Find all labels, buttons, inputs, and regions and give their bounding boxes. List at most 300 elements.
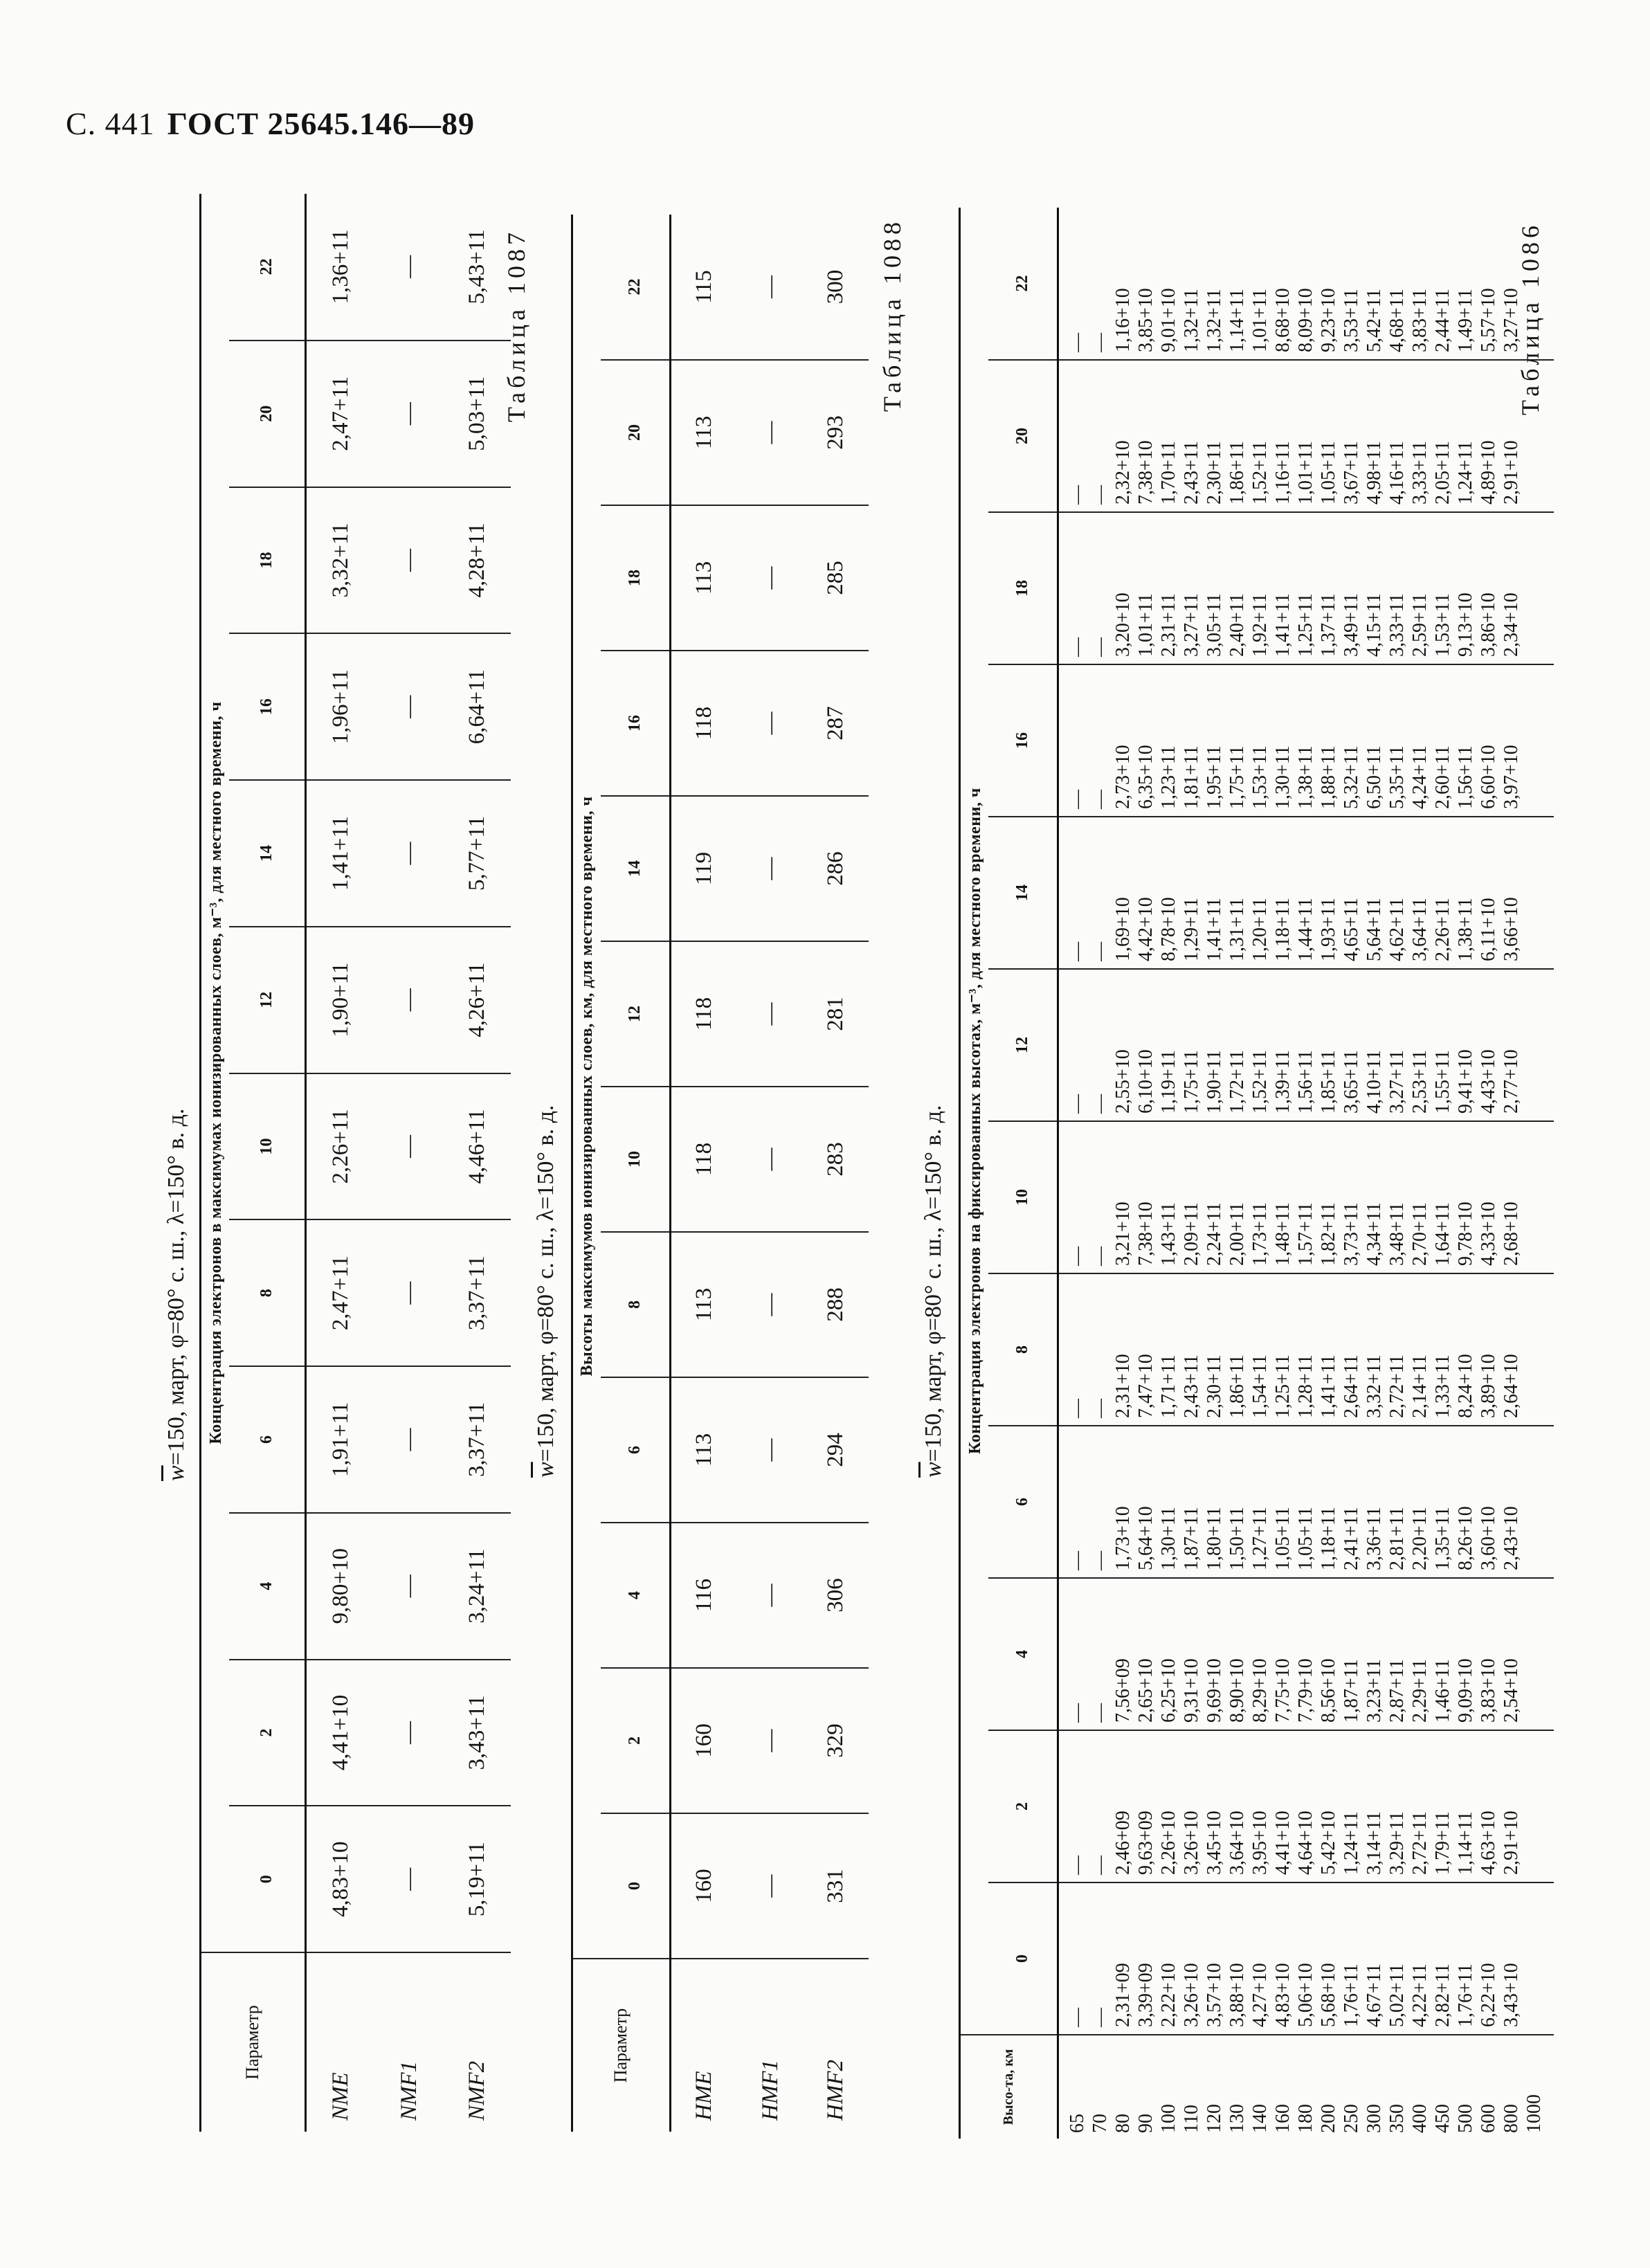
value-cell: 283 [804,1087,869,1232]
value-cell: 2,00+11 [1226,1202,1248,1266]
value-cell: 1,16+11 [1271,441,1294,505]
value-cell: 2,77+10 [1500,1049,1522,1114]
value-cell: 4,15+11 [1363,593,1385,657]
value-cell: 1,43+11 [1157,1202,1179,1266]
table-1087 [571,215,869,2132]
height-value: 180 [1294,2104,1316,2133]
hour-header: 8 [988,1273,1058,1426]
value-cell: 1,16+10 [1112,288,1134,352]
value-cell: 1,57+11 [1294,1202,1316,1266]
value-cell: 7,47+10 [1134,1354,1157,1418]
value-cell: 8,24+10 [1454,1354,1476,1418]
value-cell: 4,26+11 [443,927,511,1073]
value-cell: 116 [670,1523,738,1668]
value-cell: — [738,1523,803,1668]
value-cell: 1,56+11 [1454,745,1476,809]
hour-header: 0 [988,1883,1058,2035]
value-cell: 9,78+10 [1454,1201,1476,1266]
value-cell: — [376,1073,444,1220]
value-cell: — [1089,1094,1111,1114]
hour-header: 18 [988,512,1058,664]
value-cell: 6,22+10 [1477,1963,1499,2027]
table-row [738,215,803,2132]
value-cell: — [1089,1856,1111,1875]
value-cell: 3,32+11 [305,487,376,634]
height-value: 1000 [1523,2094,1545,2133]
value-cell: 3,85+10 [1134,288,1157,352]
value-cell: 2,54+10 [1500,1658,1522,1723]
value-cell: 2,72+11 [1386,1354,1408,1418]
value-cell: — [738,1232,803,1377]
value-cell: 4,46+11 [443,1073,511,1220]
table-row [670,215,738,2132]
page-header [66,105,475,142]
values-col [1058,1578,1554,1730]
value-cell: 1,81+11 [1180,745,1202,809]
value-cell: 3,43+10 [1500,1963,1522,2027]
value-cell: 113 [670,1377,738,1523]
value-cell: 9,13+10 [1454,592,1476,657]
table-1087-grid [571,215,869,2132]
value-cell: 2,26+11 [305,1073,376,1220]
value-cell: 1,32+11 [1203,289,1225,352]
hour-header: 2 [229,1660,305,1806]
value-cell: — [396,255,421,278]
value-cell: — [376,341,444,487]
value-cell: 1,92+11 [1249,593,1271,657]
table-1087-condition: $\overline{w}=150$, март, φ=80° с. ш., λ=150° в. д. [533,1105,559,1478]
value-cell: 8,29+10 [1249,1658,1271,1723]
value-cell: 4,10+11 [1363,1050,1385,1114]
value-cell: 1,76+11 [1454,1963,1476,2027]
value-cell: 1,20+11 [1249,898,1271,961]
table-1088-condition: $\overline{w}=150$, март, φ=80° с. ш., λ=150° в. д. [921,1105,946,1478]
value-cell: 1,82+11 [1317,1202,1339,1266]
hour-header: 4 [601,1523,670,1668]
value-cell: 1,01+11 [1134,593,1157,657]
value-cell: 2,31+11 [1157,593,1179,657]
param-header: Параметр [572,1959,671,2132]
value-cell: 3,14+11 [1363,1811,1385,1875]
value-cell: — [376,1806,444,1952]
value-cell: — [376,780,444,927]
param-name: HMF2 [804,1959,869,2132]
table-1086-subtitle: Концентрация электронов в максимумах ионизированных слоев, м⁻³, для местного времени, ч [206,701,225,1444]
value-cell: 1,30+11 [1157,1507,1179,1570]
value-cell: 1,33+11 [1431,1354,1453,1418]
value-cell: 3,53+11 [1340,289,1362,352]
value-cell: — [738,360,803,505]
value-cell: 2,53+11 [1408,1050,1431,1114]
value-cell: — [1089,942,1111,961]
column-values [1066,970,1523,1121]
value-cell: 113 [670,1232,738,1377]
value-cell: 2,91+10 [1500,1811,1522,1875]
height-value: 800 [1500,2104,1522,2133]
value-cell: 7,75+10 [1271,1658,1294,1723]
value-cell: 118 [670,1087,738,1232]
value-cell: 4,41+10 [305,1660,376,1806]
value-cell: 2,55+10 [1112,1049,1134,1114]
value-cell: 4,65+11 [1340,898,1362,961]
hour-header: 10 [601,1087,670,1232]
table-1088 [959,208,1554,2139]
value-cell: 1,96+11 [305,633,376,780]
value-cell: 2,43+11 [1180,441,1202,505]
value-cell: 1,85+11 [1317,1050,1339,1114]
hour-header: 16 [988,664,1058,817]
height-value: 130 [1226,2104,1248,2133]
value-cell: 5,43+11 [464,229,489,305]
value-cell: 2,81+11 [1386,1507,1408,1570]
table-1088-subtitle: Концентрация электронов на фиксированных высотах, м⁻³, для местного времени, ч [965,788,984,1454]
value-cell: 1,38+11 [1454,898,1476,961]
table-1086-grid [199,194,511,2132]
value-cell: 1,31+11 [1226,898,1248,961]
hour-header: 16 [601,651,670,796]
value-cell: 2,73+10 [1112,745,1134,809]
value-cell: 2,47+11 [305,341,376,487]
value-cell: 3,64+11 [1408,898,1431,961]
value-cell: 1,70+11 [1157,441,1179,505]
values-col [1058,1121,1554,1273]
height-value: 160 [1271,2104,1294,2133]
value-cell: 1,41+11 [1271,593,1294,657]
column-values [1066,361,1523,511]
table-1088-title: Таблица 1088 [878,218,906,412]
value-cell: 285 [804,505,869,651]
value-cell: 160 [670,1813,738,1959]
height-value: 65 [1066,2114,1088,2133]
value-cell: 2,91+10 [1500,440,1522,505]
value-cell: — [1066,1246,1088,1266]
height-value: 300 [1363,2104,1385,2133]
hour-header: 20 [601,360,670,505]
heights-list [1066,2035,1545,2139]
value-cell: 7,79+10 [1294,1658,1316,1723]
value-cell: 1,90+11 [1203,1050,1225,1114]
value-cell: 1,37+11 [1317,593,1339,657]
value-cell: 2,29+11 [1408,1659,1431,1723]
value-cell: — [738,505,803,651]
value-cell: 3,37+11 [443,1366,511,1513]
hour-header: 12 [601,941,670,1087]
value-cell: 160 [670,1668,738,1813]
height-value: 400 [1408,2104,1431,2133]
value-cell: 1,72+11 [1226,1050,1248,1114]
value-cell: — [376,1219,444,1366]
value-cell: 3,20+10 [1112,592,1134,657]
table-row [305,194,376,2132]
hour-header: 2 [601,1668,670,1813]
value-cell: 4,63+10 [1477,1811,1499,1875]
value-cell: — [1066,1856,1088,1875]
value-cell: 9,80+10 [305,1513,376,1660]
value-cell: 1,80+11 [1203,1507,1225,1570]
hour-header: 6 [229,1366,305,1513]
value-cell: 1,25+11 [1294,593,1316,657]
hour-header: 18 [229,487,305,634]
hour-header: 22 [1013,275,1031,292]
value-cell: 2,68+10 [1500,1201,1522,1266]
value-cell: 1,53+11 [1431,593,1453,657]
values-col [1058,1883,1554,2035]
value-cell: 1,52+11 [1249,1050,1271,1114]
value-cell: 2,41+11 [1340,1507,1362,1570]
value-cell: 7,38+10 [1134,1201,1157,1266]
value-cell: 4,27+10 [1249,1963,1271,2027]
hour-header: 14 [601,796,670,941]
value-cell: 1,73+10 [1112,1506,1134,1570]
value-cell: 1,29+11 [1180,898,1202,961]
value-cell: 9,63+09 [1134,1811,1157,1875]
value-cell: 2,30+11 [1203,441,1225,505]
table-1087-title: Таблица 1087 [502,228,530,422]
value-cell: 2,26+11 [1431,898,1453,961]
value-cell: 6,10+10 [1134,1049,1157,1114]
value-cell: 1,18+11 [1317,1507,1339,1570]
value-cell: 4,42+10 [1134,897,1157,961]
value-cell: 9,41+10 [1454,1049,1476,1114]
value-cell: 1,88+11 [1317,745,1339,809]
value-cell: — [738,1087,803,1232]
value-cell: 118 [670,651,738,796]
hour-header: 12 [229,927,305,1073]
value-cell: — [738,1377,803,1523]
value-cell: — [1066,790,1088,809]
height-value: 80 [1112,2114,1134,2133]
param-name: NMF2 [443,1952,511,2132]
value-cell: 7,56+09 [1112,1658,1134,1723]
value-cell: — [376,1513,444,1660]
value-cell: 6,11+10 [1477,898,1499,961]
value-cell: 8,78+10 [1157,897,1179,961]
value-cell: 8,09+10 [1294,288,1316,352]
value-cell: 118 [670,941,738,1087]
value-cell: — [738,1813,803,1959]
value-cell: 1,49+11 [1454,289,1476,352]
value-cell: 3,45+10 [1203,1811,1225,1875]
value-cell: 1,25+11 [1271,1354,1294,1418]
value-cell: 9,09+10 [1454,1658,1476,1723]
value-cell: 3,23+11 [1363,1659,1385,1723]
value-cell: 4,43+10 [1477,1049,1499,1114]
value-cell: 4,83+10 [1271,1963,1294,2027]
height-value: 600 [1477,2104,1499,2133]
value-cell: 306 [804,1523,869,1668]
value-cell: 4,68+11 [1386,289,1408,352]
value-cell: 1,19+11 [1157,1050,1179,1114]
value-cell: 2,59+11 [1408,593,1431,657]
value-cell: 5,42+11 [1363,289,1385,352]
hour-header: 12 [988,969,1058,1121]
value-cell: — [1066,1703,1088,1723]
value-cell: 2,47+11 [305,1219,376,1366]
value-cell: 1,79+11 [1431,1811,1453,1875]
value-cell: 1,76+11 [1340,1963,1362,2027]
values-col [1058,1426,1554,1578]
column-values [1066,817,1523,968]
value-cell: — [1089,790,1111,809]
value-cell: 1,93+11 [1317,898,1339,961]
value-cell: 1,90+11 [305,927,376,1073]
column-values [1066,1883,1523,2034]
value-cell: — [1066,942,1088,961]
height-value: 200 [1317,2104,1339,2133]
value-cell: 1,27+11 [1249,1507,1271,1570]
value-cell: 1,32+11 [1180,289,1202,352]
column-values [1066,1426,1523,1577]
value-cell: 4,67+11 [1363,1963,1385,2027]
param-name: NME [305,1952,376,2132]
value-cell: — [376,927,444,1073]
value-cell: 2,31+10 [1112,1354,1134,1418]
value-cell: — [1089,1703,1111,1723]
value-cell: — [1089,1246,1111,1266]
value-cell: 3,27+11 [1180,593,1202,657]
value-cell: — [738,651,803,796]
table-row [376,194,444,2132]
value-cell: 1,41+11 [1203,898,1225,961]
value-cell: 5,03+11 [443,341,511,487]
value-cell: 1,39+11 [1271,1050,1294,1114]
value-cell: 1,95+11 [1203,745,1225,809]
value-cell: 5,57+10 [1477,288,1499,352]
value-cell: — [376,633,444,780]
value-cell: — [1066,2008,1088,2027]
value-cell: 3,43+11 [443,1660,511,1806]
value-cell: 294 [804,1377,869,1523]
value-cell: 3,05+11 [1203,593,1225,657]
hour-header: 14 [988,817,1058,969]
value-cell: 293 [804,360,869,505]
value-cell: 1,46+11 [1431,1659,1453,1723]
value-cell: 2,24+11 [1203,1202,1225,1266]
hour-header: 10 [988,1121,1058,1273]
value-cell: 3,65+11 [1340,1050,1362,1114]
hour-header: 0 [601,1813,670,1959]
hour-header: 20 [229,341,305,487]
value-cell: 2,46+09 [1112,1811,1134,1875]
value-cell: — [1066,1094,1088,1114]
value-cell: — [1066,485,1088,505]
values-col [1058,969,1554,1121]
value-cell: 1,18+11 [1271,898,1294,961]
param-header: Параметр [201,1952,306,2132]
value-cell: 8,26+10 [1454,1506,1476,1570]
value-cell: 2,05+11 [1431,441,1453,505]
value-cell: 3,57+10 [1203,1963,1225,2027]
height-value: 140 [1249,2104,1271,2133]
value-cell: 3,39+09 [1134,1963,1157,2027]
table-1086-title: Таблица 1086 [1516,221,1544,415]
value-cell: 2,82+11 [1431,1963,1453,2027]
value-cell: 5,64+10 [1134,1506,1157,1570]
value-cell: 1,86+11 [1226,1354,1248,1418]
hour-header: 18 [601,505,670,651]
value-cell: 1,64+11 [1431,1202,1453,1266]
value-cell: 4,98+11 [1363,441,1385,505]
value-cell: 1,05+11 [1294,1507,1316,1570]
value-cell: — [1089,637,1111,657]
value-cell: 1,35+11 [1431,1507,1453,1570]
table-1086-condition: $\overline{w}=150$, март, φ=80° с. ш., λ=150° в. д. [163,1108,189,1481]
value-cell: 3,26+10 [1180,1811,1202,1875]
value-cell: — [738,941,803,1087]
param-name: HMF1 [738,1959,803,2132]
value-cell: — [376,1660,444,1806]
height-value: 110 [1180,2105,1202,2133]
height-value: 100 [1157,2104,1179,2133]
value-cell: 3,95+10 [1249,1811,1271,1875]
value-cell: 9,01+10 [1157,288,1179,352]
value-cell: 4,24+11 [1408,745,1431,809]
value-cell: — [1089,1399,1111,1418]
column-values [1066,1579,1523,1730]
value-cell: 1,55+11 [1431,1050,1453,1114]
value-cell: 2,31+09 [1112,1963,1134,2027]
value-cell: 2,72+11 [1408,1811,1431,1875]
hour-header: 6 [601,1377,670,1523]
param-name: NMF1 [376,1952,444,2132]
value-cell: 1,01+11 [1294,441,1316,505]
hour-header: 0 [229,1806,305,1952]
value-cell: 1,24+11 [1454,441,1476,505]
hour-header: 6 [988,1426,1058,1578]
value-cell: 3,49+11 [1340,593,1362,657]
value-cell: 2,22+10 [1157,1963,1179,2027]
value-cell: 3,83+10 [1477,1658,1499,1723]
value-cell: 113 [670,505,738,651]
value-cell: 9,31+10 [1180,1658,1202,1723]
column-values [1066,513,1523,664]
value-cell: 281 [804,941,869,1087]
value-cell: 2,26+10 [1157,1811,1179,1875]
value-cell: 5,64+11 [1363,898,1385,961]
value-cell: 3,97+10 [1500,745,1522,809]
value-cell: 1,87+11 [1340,1659,1362,1723]
hour-header: 22 [257,258,275,275]
value-cell: 4,22+11 [1408,1963,1431,2027]
hour-header: 22 [625,278,644,296]
table-body [1058,208,1554,2139]
height-value: 120 [1203,2104,1225,2133]
standard-id: ГОСТ 25645.146—89 [167,106,475,141]
value-cell: 3,60+10 [1477,1506,1499,1570]
value-cell: — [738,796,803,941]
value-cell: 6,64+11 [443,633,511,780]
value-cell: 3,29+11 [1386,1811,1408,1875]
value-cell: 3,48+11 [1386,1202,1408,1266]
value-cell: 286 [804,796,869,941]
value-cell: 7,38+10 [1134,440,1157,505]
column-values [1066,208,1523,359]
value-cell: 3,64+10 [1226,1811,1248,1875]
value-cell: 2,40+11 [1226,593,1248,657]
values-col [1058,360,1554,512]
value-cell: 2,14+11 [1408,1354,1431,1418]
value-cell: 1,01+11 [1249,289,1271,352]
value-cell: 2,32+10 [1112,440,1134,505]
value-cell: 1,05+11 [1271,1507,1294,1570]
value-cell: 1,54+11 [1249,1354,1271,1418]
value-cell: 1,41+11 [1317,1354,1339,1418]
values-col [1058,817,1554,969]
value-cell: 3,83+11 [1408,289,1431,352]
value-cell: 2,64+11 [1340,1354,1362,1418]
value-cell: 2,34+10 [1500,592,1522,657]
value-cell: 9,23+10 [1317,288,1339,352]
